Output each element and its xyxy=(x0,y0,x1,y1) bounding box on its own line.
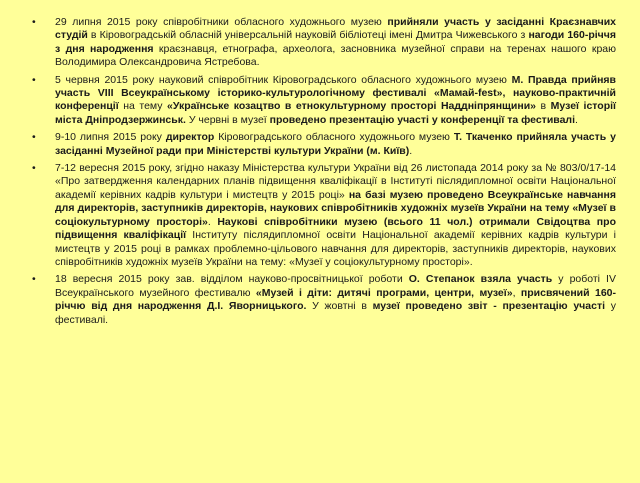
text-run: у фестивалі. xyxy=(55,300,616,326)
text-run: краєзнавця, етнографа, археолога, засновника музейної справи на теренах нашого краю Володимира Олександровича Ястребова. xyxy=(55,42,616,69)
text-run: . xyxy=(409,144,413,157)
text-run: . xyxy=(575,113,578,126)
bold-text: «Українське козацтво в етнокультурному просторі Наддніпрянщини» xyxy=(167,100,537,113)
bold-text: директор xyxy=(165,131,215,144)
text-run: У жовтні в xyxy=(306,300,373,313)
bold-text: Наукові співробітники музею (всього 11 чол.) отримали Свідоцтва про підвищення кваліфікації xyxy=(55,215,616,242)
bold-text: присвячений 160-річчю від дня народження Д.І. Яворницького. xyxy=(55,286,616,313)
bold-text: «Музей і діти: дитячі програми, центри, музеї» xyxy=(255,286,513,299)
bold-text: музеї проведено звіт - презентацію участі xyxy=(372,300,606,313)
text-run: на тему xyxy=(118,100,168,113)
bullet-icon: • xyxy=(32,131,36,144)
text-run: у роботі IV Всеукраїнського музейного фестивалю xyxy=(55,273,616,299)
text-run: 9-10 липня 2015 року xyxy=(55,131,166,144)
text-run: 29 липня 2015 року співробітники обласного художнього музею xyxy=(55,16,388,28)
text-run: 5 червня 2015 року науковий співробітник Кіровоградського обласного художнього музею xyxy=(55,73,512,86)
item-text xyxy=(55,16,616,68)
list-item xyxy=(32,273,616,327)
item-text xyxy=(55,131,616,156)
list-item xyxy=(32,131,616,158)
text-run: Інституту післядипломної освіти Національної академії керівних кадрів культури і мистецтв у 2015 році в рамках проблемно-цільового навчання для директорів, заступників директорів, наукових співробітників художніх музеїв України на тему: «Музеї у соціокультурному просторі». xyxy=(55,229,616,268)
text-run: в Кіровоградській обласній універсальній науковій бібліотеці імені Дмитра Чижевського з xyxy=(87,29,529,42)
bold-text: нагоди 160-річчя з дня народження xyxy=(55,29,616,55)
bullet-icon: • xyxy=(32,16,36,28)
text-run: . xyxy=(207,215,218,228)
text-run: У червні в музеї xyxy=(185,113,270,126)
list-item xyxy=(32,74,616,128)
list-item xyxy=(32,162,616,269)
list-item xyxy=(32,16,616,70)
item-text xyxy=(55,162,616,268)
bullet-list xyxy=(32,16,616,327)
text-run: 7-12 вересня 2015 року, згідно наказу Міністерства культури України від 26 листопада 2014 року за № 803/0/17-14 «Про затвердження календарних планів підвищення кваліфікації в Інституті післядипломної освіти Національної академії керівних кадрів культури і мистецтв у 2015 році» xyxy=(55,162,616,201)
text-run: Кіровоградського обласного художнього музею xyxy=(214,131,454,144)
bullet-icon: • xyxy=(32,162,36,175)
text-run: 18 вересня 2015 року зав. відділом науково-просвітницької роботи xyxy=(55,273,409,286)
text-run: , xyxy=(512,286,521,299)
text-run: в xyxy=(536,100,551,113)
bullet-icon: • xyxy=(32,273,36,286)
bullet-icon: • xyxy=(32,73,36,86)
bold-text: прийняли участь у засіданні Краєзнавчих студій xyxy=(55,16,616,42)
bold-text: на базі музею проведено Всеукраїнське навчання для директорів, заступників директорів, наукових співробітників художніх музеїв України на тему «Музеї в соціокультурному просторі» xyxy=(55,188,616,228)
bold-text: Музеї історії міста Дніпродзержинськ. xyxy=(55,100,616,126)
bold-text: О. Степанок взяла участь xyxy=(408,273,553,286)
bold-text: Т. Ткаченко прийняла участь у засіданні Музейної ради при Міністерстві культури України (м. Київ) xyxy=(55,131,616,157)
bold-text: проведено презентацію участі у конференції та фестивалі xyxy=(269,113,576,126)
item-text xyxy=(55,273,616,325)
item-text xyxy=(55,74,616,126)
bold-text: М. Правда прийняв участь VIII Всеукраїнському історико-культурологічному фестивалі «Мамай-fest», науково-практичній конференції xyxy=(55,73,616,113)
